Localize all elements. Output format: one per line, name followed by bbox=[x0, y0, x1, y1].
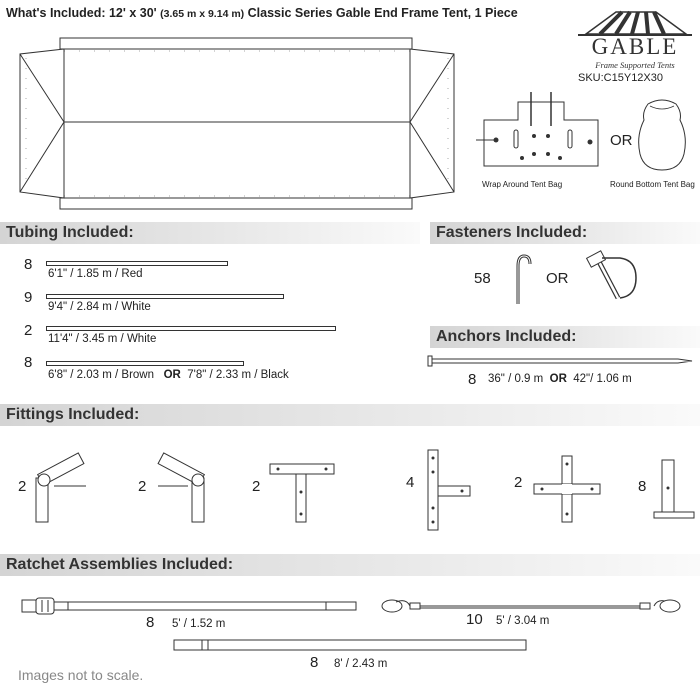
fitting-qty: 4 bbox=[406, 474, 415, 491]
fastener-or-label: OR bbox=[546, 270, 569, 287]
lynch-pin-icon bbox=[584, 252, 640, 302]
fitting-qty: 2 bbox=[252, 478, 261, 495]
brand-tagline: Frame Supported Tents bbox=[595, 60, 675, 70]
tube-label: 11'4" / 3.45 m / White bbox=[48, 333, 157, 345]
sku-label: SKU:C15Y12X30 bbox=[578, 72, 663, 84]
anchor-qty: 8 bbox=[468, 371, 477, 388]
tube-white-short bbox=[46, 294, 284, 299]
bag-or-label: OR bbox=[610, 132, 633, 149]
fitting-qty: 8 bbox=[638, 478, 647, 495]
wrap-bag-label: Wrap Around Tent Bag bbox=[482, 180, 563, 189]
brand-logo bbox=[576, 10, 694, 80]
tee-fitting-icon bbox=[268, 462, 338, 524]
tent-logo-icon bbox=[576, 10, 694, 36]
pole-qty: 8 bbox=[310, 654, 319, 671]
fittings-heading-bar: Fittings Included: bbox=[0, 404, 700, 426]
eave-fitting-left-icon bbox=[32, 454, 92, 524]
fitting-qty: 2 bbox=[138, 478, 147, 495]
brand-name: GABLE bbox=[591, 34, 679, 59]
fitting-qty: 2 bbox=[514, 474, 523, 491]
tube-qty: 8 bbox=[24, 256, 33, 273]
tube-label: 6'8" / 2.03 m / Brown OR 7'8" / 2.33 m / Black bbox=[48, 369, 289, 381]
footer-note: Images not to scale. bbox=[18, 667, 144, 683]
tube-brown-black bbox=[46, 361, 244, 366]
tube-label: 6'1" / 1.85 m / Red bbox=[48, 268, 143, 280]
anchors-heading-bar: Anchors Included: bbox=[430, 326, 700, 348]
side-tee-fitting-icon bbox=[424, 448, 474, 532]
eave-fitting-right-icon bbox=[152, 454, 212, 524]
pole-label: 8' / 2.43 m bbox=[334, 658, 388, 670]
tube-label: 9'4" / 2.84 m / White bbox=[48, 301, 151, 313]
fitting-qty: 2 bbox=[18, 478, 27, 495]
page-title: What's Included: 12' x 30' (3.65 m x 9.14 m) Classic Series Gable End Frame Tent, 1 Piece bbox=[6, 6, 518, 20]
cross-fitting-icon bbox=[530, 454, 604, 524]
tent-top-diagram bbox=[16, 34, 456, 210]
ratchet-strap-icon bbox=[20, 594, 360, 618]
wrap-around-tent-bag bbox=[476, 92, 606, 172]
tube-qty: 8 bbox=[24, 354, 33, 371]
anchor-stake-icon bbox=[426, 354, 696, 368]
anchor-label: 36" / 0.9 m OR 42"/ 1.06 m bbox=[488, 373, 632, 385]
cable-qty: 10 bbox=[466, 611, 483, 628]
tube-qty: 9 bbox=[24, 289, 33, 306]
round-bottom-tent-bag bbox=[636, 96, 688, 172]
round-bag-label: Round Bottom Tent Bag bbox=[610, 180, 695, 189]
fastener-qty: 58 bbox=[474, 270, 491, 287]
j-stake-icon bbox=[508, 252, 532, 306]
strap-qty: 8 bbox=[146, 614, 155, 631]
fasteners-heading-bar: Fasteners Included: bbox=[430, 222, 700, 244]
cable-label: 5' / 3.04 m bbox=[496, 615, 550, 627]
tubing-heading-bar: Tubing Included: bbox=[0, 222, 420, 244]
strap-label: 5' / 1.52 m bbox=[172, 618, 226, 630]
base-plate-fitting-icon bbox=[652, 458, 696, 522]
tube-qty: 2 bbox=[24, 322, 33, 339]
ratchet-pole-icon bbox=[172, 638, 530, 652]
tube-red bbox=[46, 261, 228, 266]
ratchets-heading-bar: Ratchet Assemblies Included: bbox=[0, 554, 700, 576]
tube-white-long bbox=[46, 326, 336, 331]
